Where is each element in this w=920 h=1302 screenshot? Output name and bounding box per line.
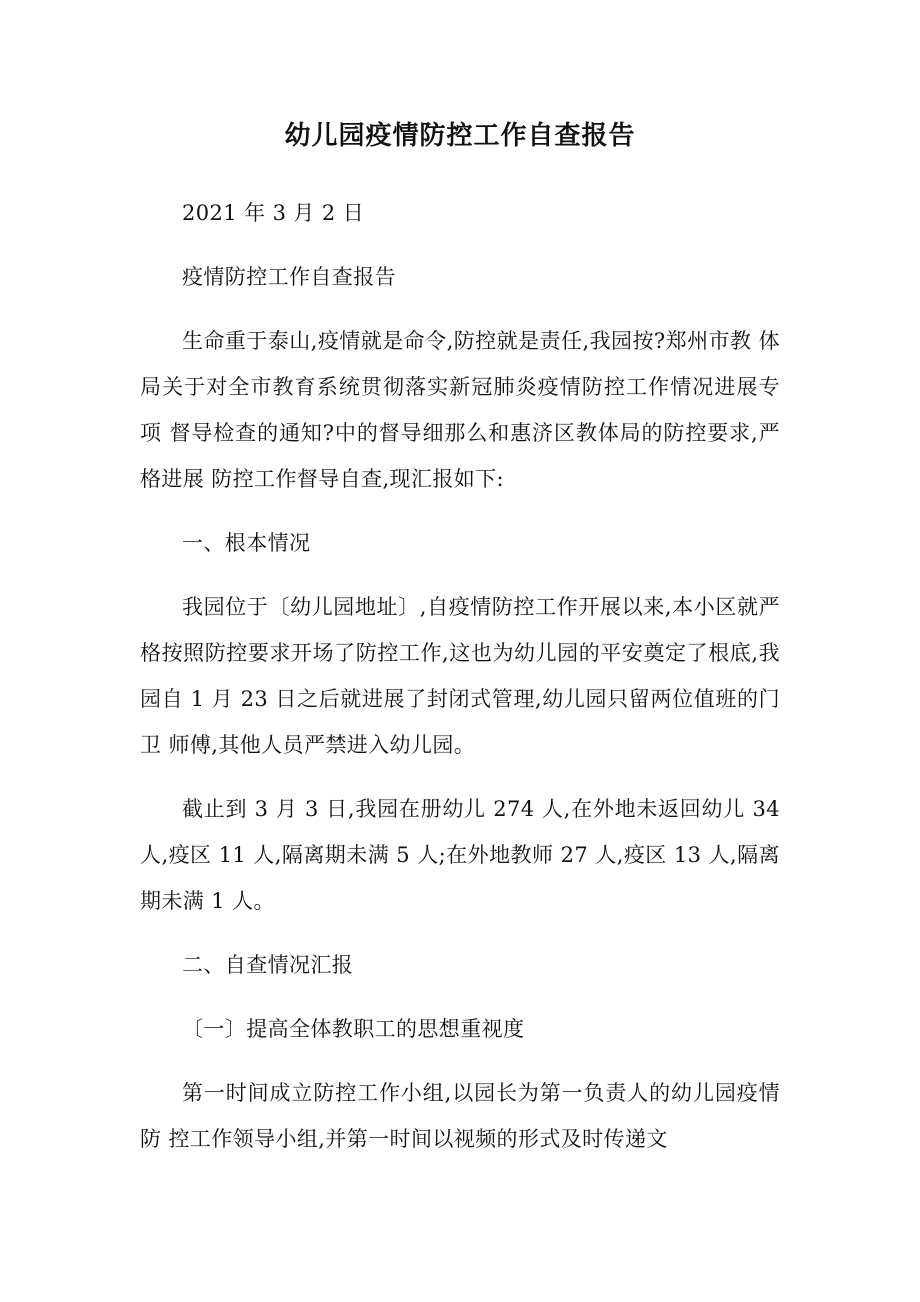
report-date: 2021 年 3 月 2 日 bbox=[182, 201, 365, 225]
report-subtitle: 疫情防控工作自查报告 bbox=[182, 265, 396, 289]
section-heading-self-inspection: 二、自查情况汇报 bbox=[182, 953, 354, 977]
document-body bbox=[140, 180, 780, 1180]
document-title: 幼儿园疫情防控工作自查报告 bbox=[284, 121, 636, 151]
intro-paragraph: 生命重于泰山,疫情就是命令,防控就是责任,我园按?郑州市教 体局关于对全市教育系统贯彻落实新冠肺炎疫情防控工作情况进展专项 督导检查的通知?中的督导细那么和惠济区教体局的防控要求,严格进展 防控工作督导自查,现汇报如下: bbox=[140, 329, 780, 491]
section-heading-basic-situation: 一、根本情况 bbox=[182, 531, 311, 555]
subsection-heading-awareness: 〔一〕提高全体教职工的思想重视度 bbox=[182, 1017, 525, 1041]
basic-situation-paragraph: 我园位于〔幼儿园地址〕,自疫情防控工作开展以来,本小区就严 格按照防控要求开场了防控工作,这也为幼儿园的平安奠定了根底,我 园自 1 月 23 日之后就进展了封闭式管理,幼儿园只留两位值班的门卫 师傅,其他人员严禁进入幼儿园。 bbox=[140, 595, 780, 757]
awareness-paragraph: 第一时间成立防控工作小组,以园长为第一负责人的幼儿园疫情防 控工作领导小组,并第一时间以视频的形式及时传递文 bbox=[140, 1081, 780, 1151]
statistics-paragraph: 截止到 3 月 3 日,我园在册幼儿 274 人,在外地未返回幼儿 34 人,疫区 11 人,隔离期未满 5 人;在外地教师 27 人,疫区 13 人,隔离期未满 1 人。 bbox=[140, 797, 780, 913]
